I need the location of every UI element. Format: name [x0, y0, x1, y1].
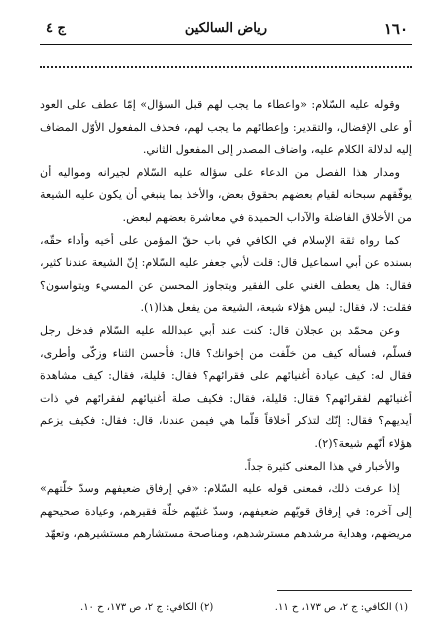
footnote-1: (١) الكافي: ج ٢، ص ١٧٣، ح ١١. [274, 602, 408, 613]
body-text [40, 94, 412, 546]
page-number: ١٦٠ [383, 20, 408, 38]
dotted-separator [40, 60, 412, 68]
paragraph: إذا عرفت ذلك، فمعنى قوله عليه السّلام: «في إرفاق ضعيفهم وسدّ خلّتهم» إلى آخره: في إرفاق قويّهم ضعيفهم، وسدّ غنيّهم خلّة فقيرهم، وعيادة صحيحهم مريضهم، وهداية مرشدهم مسترشدهم، ومناصحة مستشارهم مستشيرهم، وتعهّد [40, 482, 412, 541]
volume-label: ج ٤ [46, 21, 66, 36]
running-title: رياض السالكين [184, 21, 268, 36]
footnote-rule [277, 590, 412, 591]
paragraph: وعن محمّد بن عجلان قال: كنت عند أبي عبدالله عليه السّلام فدخل رجل فسلّم، فسأله كيف من خلّفت من إخوانك؟ قال: فأحسن الثناء وزكّى وأطرى، فقال له: كيف عيادة أغنيائهم على فقرائهم؟ فقال: قليلة، فقال: كيف مشاهدة أغنيائهم لفقرائهم؟ فقال: قليلة، فقال: فكيف صلة أغنيائهم لفقرائهم في ذات أيديهم؟ فقال: إنّك لتذكر أخلاقاً قلّما هي فيمن عندنا، قال: فقال: فكيف يزعم هؤلاء أنّهم شيعة؟(٢). [40, 323, 412, 450]
paragraph: والأخبار في هذا المعنى كثيرة جداً. [244, 459, 400, 473]
paragraph: كما رواه ثقة الإسلام في الكافي في باب حقّ المؤمن على أخيه وأداء حقّه، بسنده عن أبي اسماعيل قال: قلت لأبي جعفر عليه السّلام: إنّ الشيعة عندنا كثير، فقال: هل يعطف الغني على الفقير ويتجاوز المحسن عن المسيء ويتواسون؟ فقلت: لا، فقال: ليس هؤلاء شيعة، الشيعة من يفعل هذا(١). [40, 233, 412, 315]
footnote-2: (٢) الكافي: ج ٢، ص ١٧٣، ح ١٠. [80, 602, 214, 613]
header-rule [40, 44, 412, 45]
paragraph: ومدار هذا الفصل من الدعاء على سؤاله عليه السّلام لجيرانه ومواليه أن يوفّقهم سبحانه لقيام بعضهم بحقوق بعض، والأخذ بما ينبغي أن يكون عليه الشيعة من الأخلاق الفاضلة والآداب الحميدة في معاشرة بعضهم لبعض. [40, 165, 412, 224]
paragraph: وقوله عليه السّلام: «واعطاء ما يجب لهم قبل السؤال» إمّا عطف على العود أو على الإفضال، والتقدير: وإعطائهم ما يجب لهم، فحذف المفعول الأوّل المضاف إليه لدلالة الكلام عليه، واضاف المصدر إلى المفعول الثاني. [40, 98, 412, 157]
footnotes [40, 602, 412, 620]
